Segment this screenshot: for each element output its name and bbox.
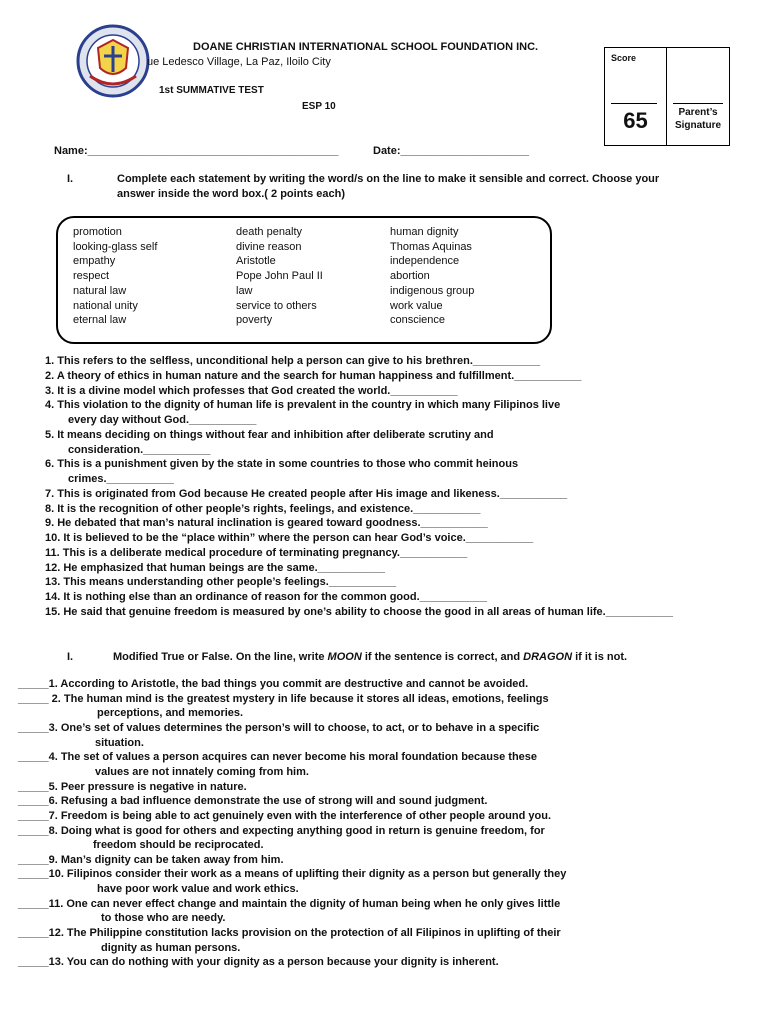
part1-item-line: 9. He debated that man’s natural inclination is geared toward goodness.___________ <box>45 517 488 530</box>
word-box-word: respect <box>73 270 110 283</box>
school-seal-logo <box>76 24 150 98</box>
part1-item-line: 8. It is the recognition of other people’s rights, feelings, and existence.___________ <box>45 502 481 515</box>
word-box-word: promotion <box>73 226 122 238</box>
word-box-word: independence <box>390 255 460 268</box>
part2-item-line: have poor work value and work ethics. <box>97 883 299 896</box>
part2-item-line: _____3. One’s set of values determines the person’s will to choose, to act, or to behave in a specific <box>18 721 540 734</box>
part2-instruction <box>113 651 627 663</box>
word-box-word: work value <box>390 299 443 312</box>
part2-instruction-a: Modified True or False. On the line, write <box>113 651 328 663</box>
part2-item-line: freedom should be reciprocated. <box>93 839 264 852</box>
word-box-word: Aristotle <box>236 255 276 268</box>
part1-item-line: 1. This refers to the selfless, unconditional help a person can give to his brethren.___________ <box>45 355 541 367</box>
name-field: Name:_________________________________________ <box>54 145 339 157</box>
part2-item-line: values are not innately coming from him. <box>95 765 309 778</box>
part1-item-line: 12. He emphasized that human beings are the same.___________ <box>45 561 385 574</box>
moon-keyword: MOON <box>327 651 362 663</box>
part1-item-line: 2. A theory of ethics in human nature and the search for human happiness and fulfillment.___________ <box>45 369 582 382</box>
part1-item-line: 10. It is believed to be the “place within” where the person can hear God’s voice.___________ <box>45 532 534 544</box>
word-box-word: death penalty <box>236 226 303 238</box>
part1-item-line: 13. This means understanding other people’s feelings.___________ <box>45 576 397 589</box>
part2-item-line: _____8. Doing what is good for others and expecting anything good in return is genuine freedom, for <box>18 824 545 837</box>
word-box-word: natural law <box>73 284 127 297</box>
score-line <box>611 103 657 104</box>
part1-item-line: 11. This is a deliberate medical procedure of terminating pregnancy.___________ <box>45 546 468 559</box>
part1-item-line: 7. This is originated from God because He created people after His image and likeness.___________ <box>45 487 568 500</box>
part2-item-line: _____10. Filipinos consider their work as a means of uplifting their dignity as a person but generally they <box>18 868 567 881</box>
dragon-keyword: DRAGON <box>523 651 573 663</box>
score-label: Score <box>611 53 637 63</box>
test-title: 1st SUMMATIVE TEST <box>159 85 264 96</box>
part2-item-line: _____5. Peer pressure is negative in nature. <box>18 780 247 793</box>
part2-item-line: _____11. One can never effect change and maintain the dignity of human being when he only gives little <box>18 897 561 910</box>
part1-item-line: consideration.___________ <box>68 443 211 456</box>
part1-item-line: 15. He said that genuine freedom is measured by one’s ability to choose the good in all areas of human life.___________ <box>45 605 674 618</box>
word-box-word: conscience <box>390 314 446 327</box>
word-box-word: national unity <box>73 299 138 312</box>
signature-line <box>673 103 723 104</box>
part2-item-line: _____7. Freedom is being able to act genuinely even with the interference of other people around you. <box>18 809 552 822</box>
part1-item-line: 6. This is a punishment given by the state in some countries to those who commit heinous <box>45 458 519 471</box>
word-box-word: Pope John Paul II <box>236 270 323 283</box>
part1-instruction-line2: answer inside the word box.( 2 points each) <box>117 188 345 200</box>
part2-item-line: _____6. Refusing a bad influence demonstrate the use of strong will and sound judgment. <box>18 795 488 808</box>
part2-instruction-b: if the sentence is correct, and <box>361 651 524 663</box>
part2-instruction-c: if it is not. <box>572 651 628 663</box>
part1-item-line: every day without God.___________ <box>68 414 257 426</box>
part2-item-line: perceptions, and memories. <box>97 707 244 720</box>
word-box-word: service to others <box>236 299 317 312</box>
word-box-word: human dignity <box>390 226 459 238</box>
word-box-word: divine reason <box>236 240 302 253</box>
part1-item-line: 14. It is nothing else than an ordinance of reason for the common good.___________ <box>45 591 487 603</box>
parent-signature-label: Parent’s Signature <box>674 107 722 131</box>
score-value: 65 <box>623 108 648 133</box>
word-box-word: Thomas Aquinas <box>390 240 472 253</box>
part1-item-line: 3. It is a divine model which professes that God created the world.___________ <box>45 384 458 397</box>
part2-item-line: dignity as human persons. <box>101 941 241 954</box>
part2-item-line: _____ 2. The human mind is the greatest mystery in life because it stores all ideas, emotions, feelings <box>18 692 549 705</box>
part2-item-line: situation. <box>95 736 144 749</box>
word-box-word: abortion <box>390 270 430 283</box>
part2-item-line: _____9. Man’s dignity can be taken away from him. <box>18 853 284 866</box>
school-address: ue Ledesco Village, La Paz, Iloilo City <box>147 56 331 68</box>
part1-instruction-line1: Complete each statement by writing the word/s on the line to make it sensible and correct. Choose your <box>117 173 660 185</box>
part2-item-line: _____1. According to Aristotle, the bad things you commit are destructive and cannot be avoided. <box>18 678 529 690</box>
word-box-word: looking-glass self <box>73 240 158 253</box>
part2-item-line: to those who are needy. <box>101 912 226 925</box>
part2-item-line: _____13. You can do nothing with your dignity as a person because your dignity is inherent. <box>18 956 499 969</box>
word-box-word: eternal law <box>73 314 127 327</box>
score-box <box>604 47 730 146</box>
word-box-word: empathy <box>73 255 116 268</box>
part2-item-line: _____4. The set of values a person acquires can never become his moral foundation because these <box>18 751 538 764</box>
school-name: DOANE CHRISTIAN INTERNATIONAL SCHOOL FOUNDATION INC. <box>193 41 539 53</box>
date-field: Date:_____________________ <box>373 145 529 157</box>
word-box-word: poverty <box>236 314 273 327</box>
part1-item-line: crimes.___________ <box>68 473 174 485</box>
part1-numeral: I. <box>67 173 74 185</box>
part2-item-line: _____12. The Philippine constitution lacks provision on the protection of all Filipinos in uplifting of their <box>18 927 561 940</box>
part1-item-line: 4. This violation to the dignity of human life is prevalent in the country in which many Filipinos live <box>45 399 561 412</box>
word-box-word: indigenous group <box>390 284 475 297</box>
word-box-word: law <box>236 284 253 297</box>
part2-numeral: I. <box>67 651 74 663</box>
part1-item-line: 5. It means deciding on things without fear and inhibition after deliberate scrutiny and <box>45 428 494 441</box>
subject-label: ESP 10 <box>302 101 336 112</box>
